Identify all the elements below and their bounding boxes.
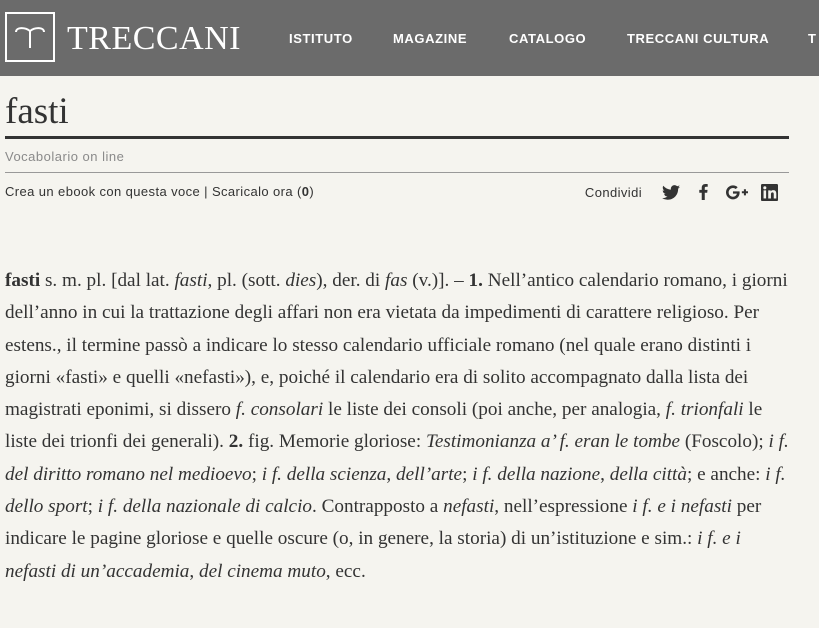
nav-catalogo[interactable]: CATALOGO xyxy=(509,31,587,46)
definition-text: fasti s. m. pl. [dal lat. fasti, pl. (sott. dies), der. di fas (v.)]. – 1. Nell’antico calendario romano, i giorni dell’anno in cui la trattazione degli affari non era vietata da impedimenti di carattere religioso. Per estens., il termine passò a indicare lo stesso calendario ufficiale romano (nel quale erano distinti i giorni «fasti» e quelli «nefasti»), e, poiché il calendario era di solito accompagnato dalla lista dei magistrati eponimi, si dissero f. consolari le liste dei consoli (poi anche, per analogia, f. trionfali le liste dei trionfi dei generali). 2. fig. Memorie gloriose: Testimonianza a’ f. eran le tombe (Foscolo); i f. del diritto romano nel medioevo; i f. della scienza, dell’arte; i f. della nazione, della città; e anche: i f. dello sport; i f. della nazionale di calcio. Contrapposto a nefasti, nell’espressione i f. e i nefasti per indicare le pagine gloriose e quelle oscure (o, in genere, la storia) di un’istituzione e sim.: i f. e i nefasti di un’accademia, del cinema muto, ecc. xyxy=(5,270,789,582)
nav-magazine[interactable]: MAGAZINE xyxy=(393,31,468,46)
facebook-icon[interactable] xyxy=(687,180,720,204)
linkedin-icon[interactable] xyxy=(753,180,786,204)
share-label: Condividi xyxy=(584,184,642,200)
google-plus-icon[interactable] xyxy=(720,180,753,204)
ebook-bar xyxy=(5,183,314,201)
nav-treccani-cultura[interactable]: TRECCANI CULTURA xyxy=(627,31,770,46)
top-bar xyxy=(0,0,819,76)
page-title: fasti xyxy=(5,91,69,132)
logo-wordmark[interactable]: TRECCANI xyxy=(67,20,241,57)
create-ebook-link[interactable]: Crea un ebook con questa voce xyxy=(5,184,201,199)
download-link[interactable]: Scaricalo ora (0) xyxy=(211,184,315,199)
page-subtitle: Vocabolario on line xyxy=(5,149,125,164)
treccani-logo-icon[interactable] xyxy=(5,12,55,62)
download-count: 0 xyxy=(301,184,310,199)
ebook-separator: | xyxy=(204,184,208,199)
nav-item-truncated[interactable]: T xyxy=(808,31,817,46)
nav-istituto[interactable]: ISTITUTO xyxy=(289,31,353,46)
headword: fasti xyxy=(5,270,41,291)
twitter-icon[interactable] xyxy=(654,180,687,204)
title-divider xyxy=(5,136,789,139)
share-bar xyxy=(585,180,786,204)
subtitle-divider xyxy=(5,172,789,173)
